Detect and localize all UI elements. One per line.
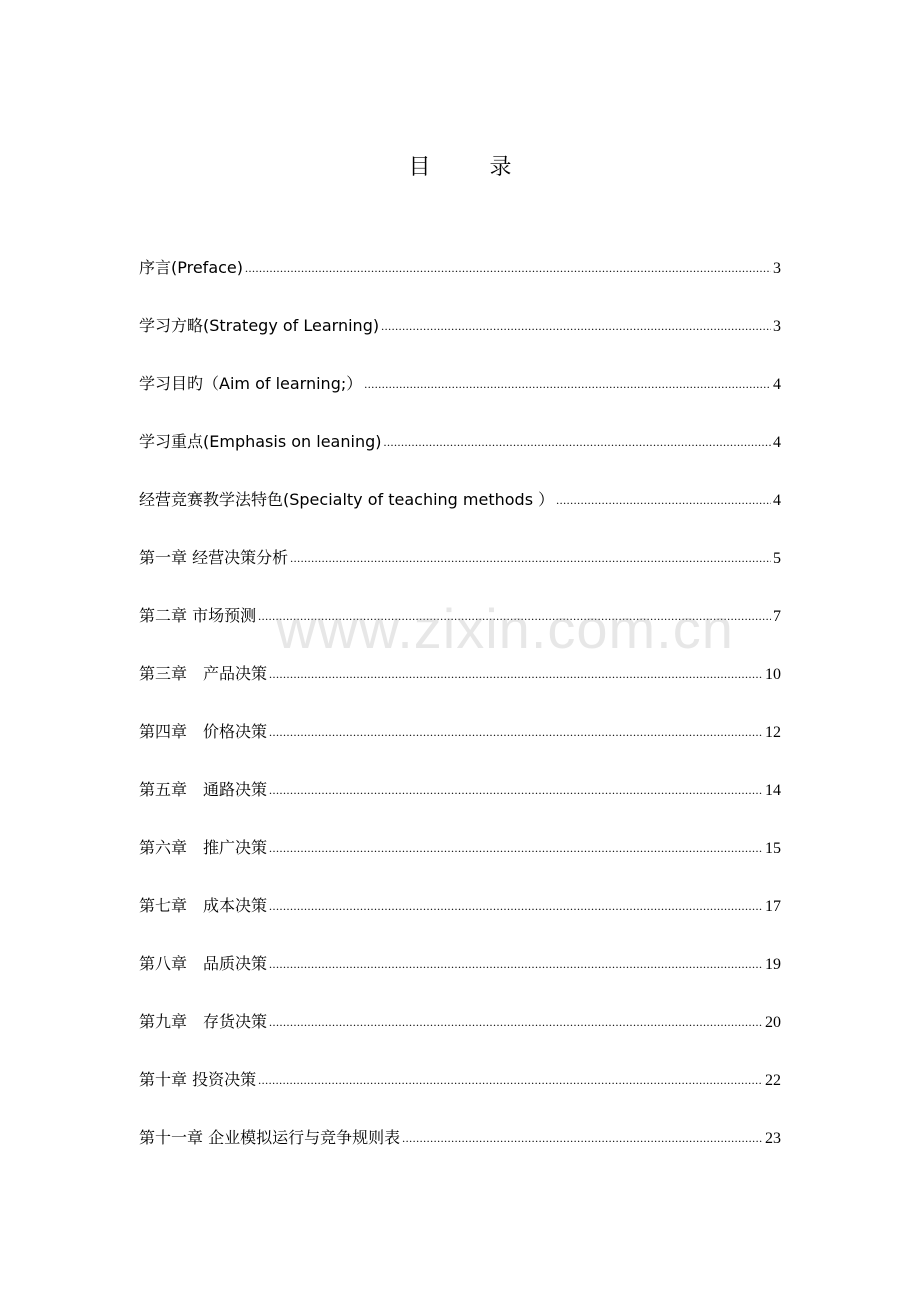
- toc-entry-chapter-8[interactable]: [139, 950, 781, 1008]
- toc-page-number: 22: [765, 1072, 781, 1089]
- toc-entry-aim-of-learning[interactable]: [139, 370, 781, 428]
- toc-entry-label: 学习方略(Strategy of Learning): [139, 316, 380, 335]
- toc-entry-label: 学习目旳（Aim of learning;）: [139, 374, 363, 393]
- table-of-contents: [139, 254, 781, 1182]
- dot-leader: [269, 834, 763, 862]
- toc-page-number: 19: [765, 956, 781, 973]
- dot-leader: [269, 718, 763, 746]
- toc-entry-label: 第二章 市场预测: [139, 606, 257, 625]
- toc-page-number: 10: [765, 666, 781, 683]
- toc-entry-label: 第三章 产品决策: [139, 664, 268, 683]
- dot-leader: [258, 602, 771, 630]
- toc-entry-chapter-1[interactable]: [139, 544, 781, 602]
- dot-leader: [269, 660, 763, 688]
- dot-leader: [402, 1124, 763, 1152]
- toc-entry-chapter-11[interactable]: [139, 1124, 781, 1182]
- toc-entry-chapter-10[interactable]: [139, 1066, 781, 1124]
- dot-leader: [269, 892, 763, 920]
- toc-entry-chapter-4[interactable]: [139, 718, 781, 776]
- toc-entry-label: 第一章 经营决策分析: [139, 548, 289, 567]
- dot-leader: [383, 428, 771, 456]
- dot-leader: [245, 254, 771, 282]
- toc-entry-label: 第七章 成本决策: [139, 896, 268, 915]
- toc-entry-chapter-7[interactable]: [139, 892, 781, 950]
- toc-entry-chapter-6[interactable]: [139, 834, 781, 892]
- toc-page-number: 3: [773, 318, 781, 335]
- toc-entry-label: 第八章 品质决策: [139, 954, 268, 973]
- toc-page-number: 12: [765, 724, 781, 741]
- toc-entry-label: 第十一章 企业模拟运行与竞争规则表: [139, 1128, 401, 1147]
- toc-entry-strategy-of-learning[interactable]: [139, 312, 781, 370]
- dot-leader: [269, 950, 763, 978]
- toc-page-number: 20: [765, 1014, 781, 1031]
- dot-leader: [364, 370, 771, 398]
- toc-entry-label: 经营竞赛教学法特色(Specialty of teaching methods ）: [139, 490, 555, 509]
- toc-page-number: 4: [773, 434, 781, 451]
- dot-leader: [381, 312, 771, 340]
- toc-page-number: 4: [773, 376, 781, 393]
- toc-page-number: 14: [765, 782, 781, 799]
- toc-entry-emphasis[interactable]: [139, 428, 781, 486]
- dot-leader: [269, 776, 763, 804]
- toc-page-number: 23: [765, 1130, 781, 1147]
- toc-page-number: 5: [773, 550, 781, 567]
- toc-entry-label: 序言(Preface): [139, 258, 244, 277]
- toc-entry-label: 第九章 存货决策: [139, 1012, 268, 1031]
- toc-entry-label: 第四章 价格决策: [139, 722, 268, 741]
- toc-page-number: 4: [773, 492, 781, 509]
- dot-leader: [290, 544, 771, 572]
- page-title: 目 录: [408, 155, 538, 180]
- toc-page-number: 15: [765, 840, 781, 857]
- watermark: www.zixin.com.cn: [276, 597, 734, 660]
- toc-entry-preface[interactable]: [139, 254, 781, 312]
- toc-page-number: 7: [773, 608, 781, 625]
- toc-entry-label: 学习重点(Emphasis on leaning): [139, 432, 382, 451]
- dot-leader: [258, 1066, 763, 1094]
- toc-entry-chapter-9[interactable]: [139, 1008, 781, 1066]
- toc-page-number: 17: [765, 898, 781, 915]
- toc-entry-label: 第十章 投资决策: [139, 1070, 257, 1089]
- toc-entry-chapter-5[interactable]: [139, 776, 781, 834]
- toc-entry-specialty[interactable]: [139, 486, 781, 544]
- toc-entry-chapter-3[interactable]: [139, 660, 781, 718]
- dot-leader: [556, 486, 771, 514]
- toc-entry-label: 第五章 通路决策: [139, 780, 268, 799]
- dot-leader: [269, 1008, 763, 1036]
- toc-entry-label: 第六章 推广决策: [139, 838, 268, 857]
- toc-page-number: 3: [773, 260, 781, 277]
- toc-entry-chapter-2[interactable]: [139, 602, 781, 660]
